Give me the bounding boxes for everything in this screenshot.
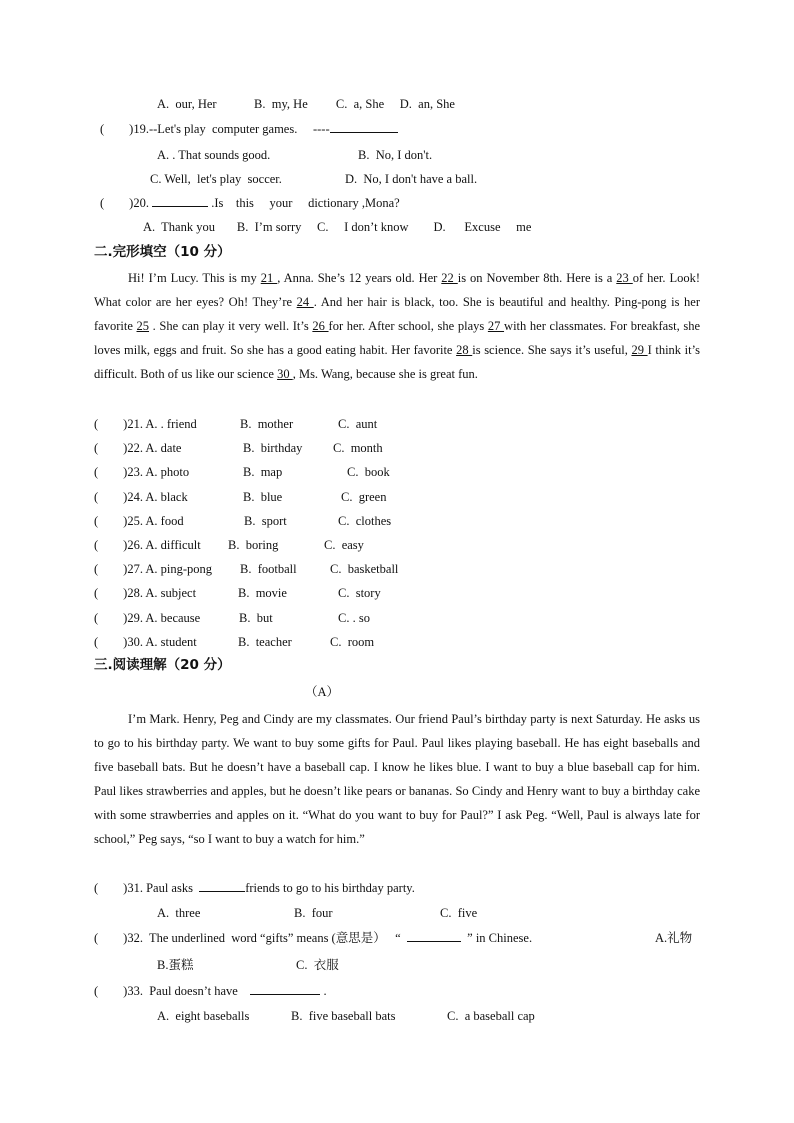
section3-subtitle: （A） [305, 685, 340, 699]
cloze-option-c: C. green [341, 489, 387, 504]
q20-stem: ( )20. .Is this your dictionary ,Mona? [100, 196, 400, 210]
cloze-option-b: B. boring [228, 538, 279, 552]
q31-option-c: C. five [440, 906, 478, 920]
cloze-blank: 21 [260, 271, 278, 285]
q33-stem: ( )33. Paul doesn’t have . [94, 984, 327, 998]
cloze-blank: 25 [136, 319, 150, 334]
cloze-option-b: B. football [240, 562, 297, 577]
cloze-question-29: ( )29. A. because [94, 610, 201, 625]
cloze-text: , Ms. Wang, because she is great fun. [292, 367, 478, 382]
q31-blank [199, 880, 245, 892]
cloze-option-b: B. teacher [238, 634, 292, 649]
cloze-text: with her classmates. For breakfast, she loves milk, eggs and fruit. So she has a good eating habit. Her favorite [94, 319, 701, 358]
cloze-text: for her. After school, she plays [328, 319, 488, 334]
cloze-blank: 27 [487, 319, 505, 334]
cloze-text: . She can play it very well. It’s [149, 319, 313, 334]
q32-stem: ( )32. The underlined word “gifts” means (意思是） “ ” in Chinese. [94, 931, 533, 945]
cloze-passage [94, 266, 700, 386]
cloze-option-b: B. sport [244, 513, 287, 528]
cloze-option-c: C. clothes [338, 513, 392, 528]
cloze-question-25: ( )25. A. food [94, 513, 184, 528]
cloze-blank: 29 [631, 343, 648, 358]
q20-blank [152, 195, 208, 207]
cloze-blank: 28 [456, 343, 473, 358]
cloze-option-c: C. book [347, 465, 390, 480]
section2-title: 二.完形填空（10 分） [94, 244, 231, 260]
q33-option-a: A. eight baseballs [157, 1009, 250, 1023]
cloze-blank: 23 [616, 271, 633, 285]
cloze-blank: 30 [277, 367, 293, 382]
cloze-option-b: B. but [239, 610, 273, 625]
cloze-question-28: ( )28. A. subject [94, 586, 197, 601]
cloze-question-22: ( )22. A. date [94, 441, 182, 456]
cloze-option-b: B. movie [238, 586, 287, 601]
cloze-question-30: ( )30. A. student [94, 634, 197, 649]
cloze-option-b: B. birthday [243, 441, 303, 456]
cloze-option-c: C. month [333, 441, 383, 456]
q33-option-b: B. five baseball bats [291, 1009, 396, 1023]
q32-option-c: C. 衣服 [296, 958, 339, 972]
reading-passage: I’m Mark. Henry, Peg and Cindy are my classmates. Our friend Paul’s birthday party is next Saturday. He asks us to go to his birthday party. We want to buy some gifts for Paul. Paul likes playing baseball. He has eight baseballs and five baseball bats. But he doesn’t have a baseball cap. I know he likes blue. I want to buy a blue baseball cap for him. Paul likes strawberries and apples, but he doesn’t like pears or bananas. So Cindy and Henry want to buy a birthday cake with some strawberries and apples on it. “What do you want to buy for Paul?” I ask Peg. “Well, Paul is always late for school,” Peg says, “so I want to buy a watch for him.” [94, 712, 700, 847]
q32-option-b: B.蛋糕 [157, 958, 194, 972]
section3-title: 三.阅读理解（20 分） [94, 657, 231, 673]
cloze-option-b: B. mother [240, 417, 294, 431]
q31-option-a: A. three [157, 906, 201, 920]
cloze-option-b: B. map [243, 465, 283, 480]
q31-stem: ( )31. Paul asks friends to go to his birthday party. [94, 881, 415, 895]
q20-options: A. Thank you B. I’m sorry C. I don’t know D. Excuse me [143, 220, 532, 234]
cloze-option-c: C. . so [338, 610, 370, 625]
cloze-option-c: C. aunt [338, 417, 378, 431]
cloze-question-21: ( )21. A. . friend [94, 417, 197, 431]
cloze-text: is on November 8th. Here is a [457, 271, 617, 285]
q33-option-c: C. a baseball cap [447, 1009, 535, 1023]
cloze-text: of her. Look! What color are her eyes? Oh! They’re [94, 271, 701, 310]
q19-option-b: B. No, I don't. [358, 148, 433, 162]
cloze-text: . And her hair is black, too. She is beautiful and healthy. Ping-pong is her favorite [94, 295, 700, 334]
cloze-option-c: C. basketball [330, 562, 399, 577]
q19-option-d: D. No, I don't have a ball. [345, 172, 478, 186]
cloze-blank: 24 [296, 295, 314, 310]
q31-option-b: B. four [294, 906, 333, 920]
cloze-text: , Anna. She’s 12 years old. Her [277, 271, 442, 285]
cloze-option-b: B. blue [243, 489, 283, 504]
q33-blank [250, 983, 320, 995]
cloze-question-24: ( )24. A. black [94, 489, 188, 504]
cloze-question-23: ( )23. A. photo [94, 465, 190, 480]
q19-option-a: A. . That sounds good. [157, 148, 271, 162]
q32-option-a: A.礼物 [655, 931, 693, 945]
cloze-option-c: C. story [338, 586, 381, 601]
cloze-option-c: C. easy [324, 538, 364, 552]
q32-blank [407, 930, 461, 942]
q19-blank [330, 121, 398, 133]
q19-stem: ( )19.--Let's play computer games. ---- [100, 121, 398, 137]
cloze-text: I think it’s difficult. Both of us like our science [94, 343, 700, 382]
q18-options: A. our, Her B. my, He C. a, She D. an, She [157, 97, 455, 111]
cloze-text: is science. She says it’s useful, [472, 343, 632, 358]
q19-option-c: C. Well, let's play soccer. [150, 172, 282, 186]
cloze-option-c: C. room [330, 634, 375, 649]
cloze-blank: 22 [441, 271, 458, 285]
cloze-question-26: ( )26. A. difficult [94, 538, 201, 552]
cloze-blank: 26 [312, 319, 329, 334]
cloze-question-27: ( )27. A. ping-pong [94, 562, 213, 577]
cloze-text: Hi! I’m Lucy. This is my [128, 271, 261, 285]
